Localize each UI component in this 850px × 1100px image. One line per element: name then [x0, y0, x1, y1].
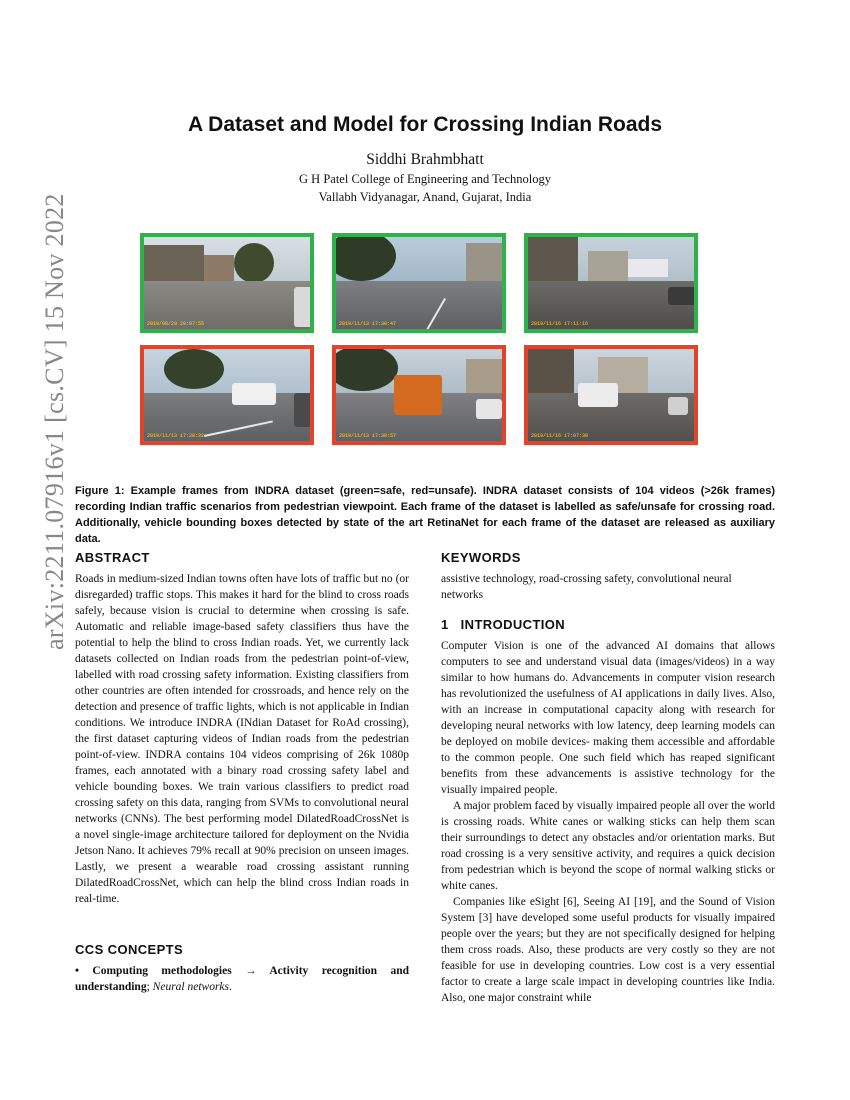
- ccs-separator: ;: [146, 981, 153, 993]
- author-block: [75, 150, 775, 206]
- intro-paragraph-1: Computer Vision is one of the advanced AI domains that allows computers to see and understand visual data (images/videos) in a way similar to how humans do. Advancements in computer vision research has revolutionized the usefulness of AI applications in daily lives. Also, with an increase in computational capacity along with research for developing neural networks with low latency, deep learning models can be deployed on mobile devices- making them accessible and affordable to the common people. One such field which has reaped significant benefits from these advancements is assistive technology for the visually impaired people.: [441, 640, 775, 796]
- section-number: 1: [441, 617, 449, 632]
- abstract-heading: ABSTRACT: [75, 550, 150, 565]
- frame-timestamp: 2019/11/13 17:30:57: [339, 433, 397, 439]
- intro-paragraph-2: A major problem faced by visually impaired people all over the world is crossing roads. White canes or walking sticks can help them scan their surroundings to detect any obstacles and/or orientation marks. But road crossing is a very sensitive activity, and requires a quick decision from pedestrian which is beyond the scope of normal walking sticks or white canes.: [441, 800, 775, 892]
- ccs-heading: CCS CONCEPTS: [75, 942, 184, 957]
- paper-title: A Dataset and Model for Crossing Indian Roads: [187, 113, 663, 136]
- keywords-text: assistive technology, road-crossing safety, convolutional neural networks: [441, 573, 732, 601]
- ccs-bold-part: Computing methodologies → Activity recognition and understanding: [75, 965, 409, 993]
- frame-unsafe-1: [140, 345, 314, 445]
- abstract-text: Roads in medium-sized Indian towns often have lots of traffic but no (or disregarded) traffic stops. This makes it hard for the blind to cross roads safely, because vision is crucial to determine when crossing is safe. Automatic and reliable image-based safety classifiers thus have the potential to help the blind to cross Indian roads. Yet, we currently lack datasets collected on Indian roads from the pedestrian point-of-view, labelled with road crossing safety information. Existing classifiers from other countries are often intended for crossroads, and hence rely on the detection and presence of traffic lights, which is not applicable in Indian conditions. We introduce INDRA (INdian Dataset for RoAd crossing), the first dataset capturing videos of Indian roads from the pedestrian point-of-view. INDRA contains 104 videos comprising of 26k 1080p frames, each annotated with a binary road crossing safety label and vehicle bounding boxes. We train various classifiers to predict road crossing safety on this data, ranging from SVMs to convolutional neural networks (CNNs). The best performing model DilatedRoadCrossNet is a novel single-image architecture tailored for deployment on the Nvidia Jetson Nano. It achieves 79% recall at 90% precision on unseen images. Lastly, we present a wearable road crossing assistant running DilatedRoadCrossNet, which can help the blind cross Indian roads in real-time.: [75, 573, 409, 905]
- ccs-bullet: •: [75, 965, 93, 977]
- introduction-heading: [441, 617, 775, 632]
- arxiv-identifier: arXiv:2211.07916v1 [cs.CV] 15 Nov 2022: [40, 193, 69, 650]
- right-column: [441, 550, 775, 1006]
- frame-timestamp: 2019/08/29 20:07:55: [147, 321, 205, 327]
- frame-unsafe-3: [524, 345, 698, 445]
- ccs-end: .: [229, 981, 232, 993]
- frame-unsafe-2: [332, 345, 506, 445]
- author-name: Siddhi Brahmbhatt: [366, 151, 484, 168]
- frame-safe-1: [140, 233, 314, 333]
- section-title: INTRODUCTION: [460, 617, 566, 632]
- frame-safe-3: [524, 233, 698, 333]
- frame-timestamp: 2019/11/13 17:28:32: [147, 433, 205, 439]
- keywords-heading: KEYWORDS: [441, 550, 521, 565]
- frame-safe-2: [332, 233, 506, 333]
- ccs-concepts-text: [75, 963, 409, 995]
- affiliation-line-2: Vallabh Vidyanagar, Anand, Gujarat, India: [318, 190, 532, 204]
- affiliation-line-1: G H Patel College of Engineering and Technology: [299, 172, 551, 186]
- frame-timestamp: 2019/11/16 17:07:30: [531, 433, 589, 439]
- frame-timestamp: 2019/11/16 17:11:16: [531, 321, 589, 327]
- ccs-italic-part: Neural networks: [152, 981, 230, 993]
- figure-caption: Figure 1: Example frames from INDRA dataset (green=safe, red=unsafe). INDRA dataset consists of 104 videos (>26k frames) recording Indian traffic scenarios from pedestrian viewpoint. Each frame of the dataset is labelled as safe/unsafe for crossing road. Additionally, vehicle bounding boxes detected by state of the art RetinaNet for each frame of the dataset are released as auxiliary data.: [75, 485, 775, 545]
- frame-timestamp: 2019/11/13 17:30:47: [339, 321, 397, 327]
- intro-paragraph-3: Companies like eSight [6], Seeing AI [19], and the Sound of Vision System [3] have developed some useful products for visually impaired people over the years; but they are not specifically designed for helping them cross roads. Also, these products are very costly so they are not feasible for use in developing countries. Low cost is a very essential factor to create a large scale impact in developing countries like India. Also, one major constraint while: [441, 896, 775, 1004]
- figure-1-frames: [140, 233, 710, 453]
- left-column: [75, 550, 409, 995]
